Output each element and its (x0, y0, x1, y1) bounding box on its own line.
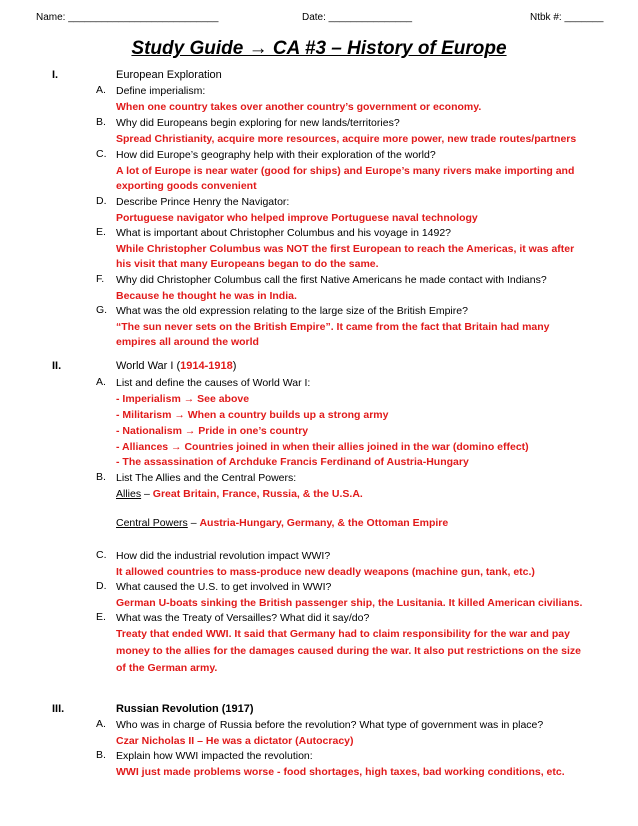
section-numeral: I. (52, 69, 59, 81)
answer-text: When one country takes over another country’s government or economy. (116, 101, 482, 113)
allies-line (116, 487, 363, 501)
item-letter: E. (96, 611, 106, 623)
question-text: Why did Christopher Columbus call the first Native Americans he made contact with Indians? (116, 274, 547, 286)
question-text: How did the industrial revolution impact WWI? (116, 550, 331, 562)
question-text: What is important about Christopher Columbus and his voyage in 1492? (116, 227, 452, 239)
dash: – (141, 488, 153, 500)
cause-militarism: - Militarism → When a country builds up a strong army (116, 409, 389, 421)
allies-list: Great Britain, France, Russia, & the U.S.A. (152, 488, 363, 500)
answer-text: empires all around the world (116, 336, 259, 348)
item-letter: G. (96, 304, 108, 316)
question-text: What was the old expression relating to the large size of the British Empire? (116, 305, 468, 317)
section-heading: Russian Revolution (1917) (116, 703, 254, 715)
question-text: List The Allies and the Central Powers: (116, 472, 297, 484)
item-letter: B. (96, 116, 106, 128)
answer-text: While Christopher Columbus was NOT the first European to reach the Americas, it was after (116, 243, 575, 255)
answer-text: “The sun never sets on the British Empire”. It came from the fact that Britain had many (116, 321, 550, 333)
central-powers-label: Central Powers (116, 517, 188, 529)
central-powers-line (116, 516, 448, 530)
notebook-number-field: Ntbk #: _______ (530, 12, 604, 23)
dash: – (187, 517, 200, 529)
item-letter: D. (96, 580, 107, 592)
cause-nationalism: - Nationalism → Pride in one’s country (116, 425, 309, 437)
section-heading (116, 359, 236, 373)
item-letter: B. (96, 471, 106, 483)
item-letter: C. (96, 148, 107, 160)
item-letter: B. (96, 749, 106, 761)
cause-assassination: - The assassination of Archduke Francis Ferdinand of Austria-Hungary (116, 456, 469, 468)
question-text: What caused the U.S. to get involved in WWI? (116, 581, 332, 593)
date-field: Date: _______________ (302, 12, 413, 23)
answer-text: of the German army. (116, 662, 218, 674)
cause-imperialism: - Imperialism → See above (116, 393, 250, 405)
answer-text: Because he thought he was in India. (116, 290, 297, 302)
heading-years: 1914-1918 (180, 360, 233, 372)
answer-text: exporting goods convenient (116, 180, 257, 192)
answer-text: A lot of Europe is near water (good for ships) and Europe’s many rivers make importing and (116, 165, 575, 177)
question-text: What was the Treaty of Versailles? What did it say/do? (116, 612, 370, 624)
question-text: Describe Prince Henry the Navigator: (116, 196, 290, 208)
answer-text: German U-boats sinking the British passenger ship, the Lusitania. It killed American civilians. (116, 597, 583, 609)
question-text: Who was in charge of Russia before the revolution? What type of government was in place? (116, 719, 544, 731)
allies-label: Allies (116, 488, 142, 500)
page-title: Study Guide → CA #3 – History of Europe (131, 38, 507, 59)
question-text: Why did Europeans begin exploring for new lands/territories? (116, 117, 400, 129)
section-numeral: II. (52, 360, 62, 372)
answer-text: It allowed countries to mass-produce new deadly weapons (machine gun, tank, etc.) (116, 566, 535, 578)
item-letter: A. (96, 84, 106, 96)
item-letter: D. (96, 195, 107, 207)
question-text: List and define the causes of World War I: (116, 377, 311, 389)
section-numeral: III. (52, 703, 65, 715)
item-letter: A. (96, 376, 106, 388)
answer-text: Portuguese navigator who helped improve Portuguese naval technology (116, 212, 478, 224)
question-text: How did Europe’s geography help with their exploration of the world? (116, 149, 436, 161)
item-letter: A. (96, 718, 106, 730)
item-letter: C. (96, 549, 107, 561)
name-field: Name: ___________________________ (36, 12, 219, 23)
question-text: Define imperialism: (116, 85, 206, 97)
item-letter: F. (96, 273, 105, 285)
item-letter: E. (96, 226, 106, 238)
answer-text: Spread Christianity, acquire more resources, acquire more power, new trade routes/partners (116, 133, 577, 145)
heading-text: World War I ( (116, 360, 181, 372)
question-text: Explain how WWI impacted the revolution: (116, 750, 313, 762)
answer-text: money to the allies for the damages caused during the war. It also put restrictions on the size (116, 645, 582, 657)
cause-alliances: - Alliances → Countries joined in when their allies joined in the war (domino effect) (116, 441, 529, 453)
answer-text: his visit that many Europeans began to do the same. (116, 258, 379, 270)
answer-text: Czar Nicholas II – He was a dictator (Autocracy) (116, 735, 354, 747)
answer-text: Treaty that ended WWI. It said that Germany had to claim responsibility for the war and pay (116, 628, 570, 640)
answer-text: WWI just made problems worse - food shortages, high taxes, bad working conditions, etc. (116, 766, 565, 778)
section-heading: European Exploration (116, 69, 222, 81)
central-powers-list: Austria-Hungary, Germany, & the Ottoman Empire (199, 517, 449, 529)
heading-text: ) (232, 360, 237, 372)
